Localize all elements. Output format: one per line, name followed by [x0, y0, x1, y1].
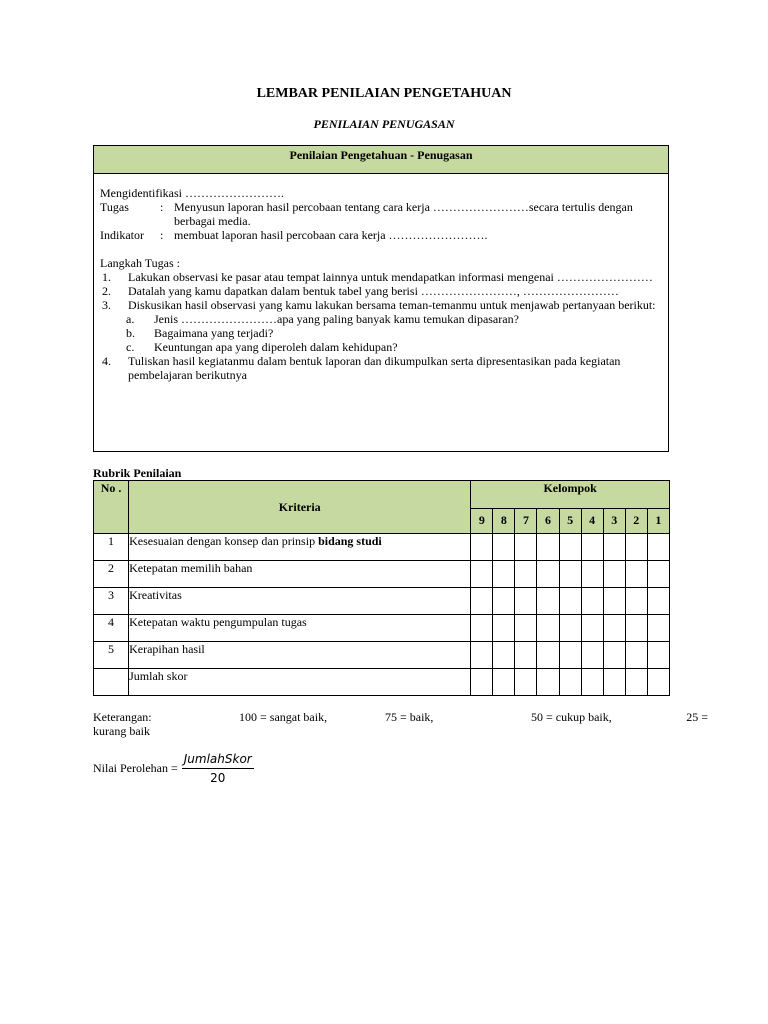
score-cell[interactable] — [559, 669, 581, 696]
nilai-perolehan — [93, 752, 254, 785]
mengidentifikasi-line: Mengidentifikasi ……………………. — [100, 186, 284, 200]
score-cell[interactable] — [603, 534, 625, 561]
score-cell[interactable] — [647, 588, 669, 615]
score-cell[interactable] — [471, 534, 493, 561]
row-number: 1 — [94, 534, 129, 561]
page-title: LEMBAR PENILAIAN PENGETAHUAN — [256, 86, 512, 101]
step-text: Tuliskan hasil kegiatanmu dalam bentuk laporan dan dikumpulkan serta dipresentasikan pada kegiatan pembelajaran berikutnya — [128, 354, 621, 382]
row-number: 3 — [94, 588, 129, 615]
list-item — [100, 326, 662, 340]
score-cell[interactable] — [493, 534, 515, 561]
table-row — [94, 669, 670, 696]
step-number: 2. — [102, 284, 111, 298]
colon: : — [160, 200, 164, 214]
indikator-row — [100, 228, 662, 242]
score-header: 9 — [471, 508, 493, 533]
score-cell[interactable] — [625, 534, 647, 561]
score-cell[interactable] — [515, 615, 537, 642]
row-number: 5 — [94, 642, 129, 669]
score-cell[interactable] — [581, 561, 603, 588]
score-cell[interactable] — [515, 669, 537, 696]
score-cell[interactable] — [493, 669, 515, 696]
score-header: 1 — [647, 508, 669, 533]
score-cell[interactable] — [515, 588, 537, 615]
row-kriteria: Kerapihan hasil — [129, 642, 471, 669]
rubrik-title: Rubrik Penilaian — [93, 466, 182, 480]
table-row — [94, 615, 670, 642]
row-kriteria: Jumlah skor — [129, 669, 471, 696]
score-cell[interactable] — [625, 615, 647, 642]
langkah-title: Langkah Tugas : — [100, 256, 181, 270]
assignment-box-body — [94, 174, 668, 382]
keterangan-50: 50 = cukup baik, — [531, 710, 612, 724]
score-cell[interactable] — [647, 534, 669, 561]
column-header-kelompok: Kelompok — [471, 481, 670, 509]
table-row — [94, 561, 670, 588]
score-cell[interactable] — [647, 642, 669, 669]
score-cell[interactable] — [471, 642, 493, 669]
score-cell[interactable] — [471, 615, 493, 642]
score-cell[interactable] — [493, 615, 515, 642]
nilai-fraction — [182, 752, 254, 785]
score-cell[interactable] — [559, 642, 581, 669]
colon: : — [160, 228, 164, 242]
score-cell[interactable] — [625, 561, 647, 588]
assignment-box-header: Penilaian Pengetahuan - Penugasan — [94, 146, 668, 174]
kriteria-text: Kesesuaian dengan konsep dan prinsip — [129, 534, 319, 548]
score-cell[interactable] — [559, 615, 581, 642]
score-cell[interactable] — [537, 642, 559, 669]
score-cell[interactable] — [559, 588, 581, 615]
score-header: 2 — [625, 508, 647, 533]
score-cell[interactable] — [647, 615, 669, 642]
score-cell[interactable] — [537, 615, 559, 642]
score-header: 3 — [603, 508, 625, 533]
kriteria-bold-text: bidang studi — [318, 534, 382, 548]
tugas-label: Tugas — [100, 200, 129, 214]
tugas-row — [100, 200, 662, 228]
nilai-label: Nilai Perolehan = — [93, 761, 178, 775]
score-cell[interactable] — [581, 615, 603, 642]
score-cell[interactable] — [471, 669, 493, 696]
list-item — [100, 312, 662, 326]
score-header: 5 — [559, 508, 581, 533]
indikator-label: Indikator — [100, 228, 144, 242]
row-kriteria: Ketepatan waktu pengumpulan tugas — [129, 615, 471, 642]
score-cell[interactable] — [625, 669, 647, 696]
list-item — [100, 354, 662, 382]
step-text: Datalah yang kamu dapatkan dalam bentuk tabel yang berisi ……………………, …………………… — [128, 284, 619, 298]
score-cell[interactable] — [647, 561, 669, 588]
score-header: 4 — [581, 508, 603, 533]
row-kriteria: Kreativitas — [129, 588, 471, 615]
sub-step-letter: a. — [126, 312, 135, 326]
score-cell[interactable] — [603, 669, 625, 696]
keterangan-75: 75 = baik, — [385, 710, 434, 724]
sub-step-letter: b. — [126, 326, 135, 340]
table-row — [94, 642, 670, 669]
keterangan-line — [93, 710, 708, 724]
list-item — [100, 298, 662, 312]
step-text: Diskusikan hasil observasi yang kamu lakukan bersama teman-temanmu untuk menjawab pertanyaan berikut: — [128, 298, 656, 312]
score-cell[interactable] — [515, 642, 537, 669]
score-cell[interactable] — [647, 669, 669, 696]
sub-step-text: Jenis ……………………apa yang paling banyak kamu temukan dipasaran? — [154, 312, 519, 326]
sub-step-text: Bagaimana yang terjadi? — [154, 326, 274, 340]
keterangan-25-text: kurang baik — [93, 724, 150, 738]
score-cell[interactable] — [537, 588, 559, 615]
table-row — [94, 534, 670, 561]
keterangan-block — [93, 710, 708, 738]
list-item — [100, 340, 662, 354]
score-cell[interactable] — [581, 588, 603, 615]
list-item — [100, 284, 662, 298]
score-cell[interactable] — [625, 588, 647, 615]
score-cell[interactable] — [515, 534, 537, 561]
row-number: 2 — [94, 561, 129, 588]
row-number — [94, 669, 129, 696]
score-cell[interactable] — [493, 588, 515, 615]
fraction-numerator: JumlahSkor — [182, 752, 254, 769]
steps-list — [100, 270, 662, 312]
score-cell[interactable] — [603, 588, 625, 615]
sub-step-letter: c. — [126, 340, 135, 354]
steps-list-continued — [100, 354, 662, 382]
score-header: 7 — [515, 508, 537, 533]
score-cell[interactable] — [493, 642, 515, 669]
score-cell[interactable] — [603, 642, 625, 669]
score-cell[interactable] — [515, 561, 537, 588]
score-cell[interactable] — [493, 561, 515, 588]
score-cell[interactable] — [537, 534, 559, 561]
score-header: 8 — [493, 508, 515, 533]
sub-steps-list — [100, 312, 662, 354]
step-number: 3. — [102, 298, 111, 312]
list-item — [100, 270, 662, 284]
fraction-denominator: 20 — [210, 771, 226, 785]
column-header-no: No . — [94, 481, 129, 534]
score-cell[interactable] — [537, 561, 559, 588]
step-number: 1. — [102, 270, 111, 284]
row-number: 4 — [94, 615, 129, 642]
score-cell[interactable] — [559, 534, 581, 561]
assignment-box — [93, 145, 669, 452]
score-header: 6 — [537, 508, 559, 533]
tugas-text: Menyusun laporan hasil percobaan tentang cara kerja ……………………secara tertulis dengan berbagai media. — [174, 200, 633, 228]
rubrik-table — [93, 480, 670, 696]
page-subtitle: PENILAIAN PENUGASAN — [313, 117, 455, 131]
table-row — [94, 588, 670, 615]
score-cell[interactable] — [603, 615, 625, 642]
score-cell[interactable] — [471, 561, 493, 588]
keterangan-25: 25 = — [686, 710, 708, 724]
score-cell[interactable] — [581, 669, 603, 696]
keterangan-100: 100 = sangat baik, — [239, 710, 328, 724]
score-cell[interactable] — [625, 642, 647, 669]
score-cell[interactable] — [471, 588, 493, 615]
indikator-text: membuat laporan hasil percobaan cara kerja ……………………. — [174, 228, 488, 242]
column-header-kriteria: Kriteria — [129, 481, 471, 534]
step-number: 4. — [102, 354, 111, 368]
sub-step-text: Keuntungan apa yang diperoleh dalam kehidupan? — [154, 340, 398, 354]
row-kriteria: Ketepatan memilih bahan — [129, 561, 471, 588]
keterangan-label: Keterangan: — [93, 710, 152, 724]
score-cell[interactable] — [603, 561, 625, 588]
score-cell[interactable] — [581, 534, 603, 561]
score-cell[interactable] — [537, 669, 559, 696]
score-cell[interactable] — [559, 561, 581, 588]
score-cell[interactable] — [581, 642, 603, 669]
row-kriteria — [129, 534, 471, 561]
step-text: Lakukan observasi ke pasar atau tempat lainnya untuk mendapatkan informasi mengenai …………………… — [128, 270, 653, 284]
